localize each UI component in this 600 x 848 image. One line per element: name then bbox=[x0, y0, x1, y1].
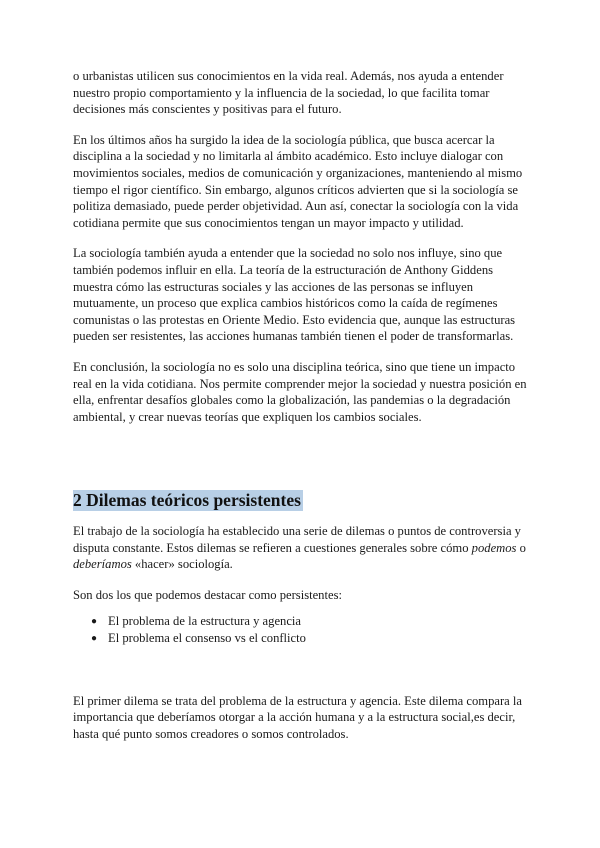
document-page bbox=[73, 68, 535, 742]
section-heading-text: 2 Dilemas teóricos persistentes bbox=[73, 490, 301, 511]
intro-text-1: El trabajo de la sociología ha establecido una serie de dilemas o puntos de controversia y disputa constante. Estos dilemas se refieren a cuestiones generales sobre cómo bbox=[73, 524, 521, 555]
paragraph-sociologia-publica: En los últimos años ha surgido la idea de la sociología pública, que busca acercar la disciplina a la sociedad y no limitarla al ámbito académico. Esto incluye dialogar con movimientos sociales, medios de comunicación y organizaciones, manteniendo al mismo tiempo el rigor científico. Sin embargo, algunos críticos advierten que si la sociología se politiza demasiado, puede perder objetividad. Aun así, conectar la sociología con la vida cotidiana permite que sus conocimientos tengan un mayor impacto y utilidad. bbox=[73, 132, 523, 230]
paragraph-dilemas-intro bbox=[73, 523, 535, 573]
paragraph-primer-dilema: El primer dilema se trata del problema de la estructura y agencia. Este dilema compara la importancia que deberíamos otorgar a la acción humana y a la estructura social,es decir, hasta qué punto somos creadores o somos controlados. bbox=[73, 693, 522, 741]
dilemmas-list bbox=[73, 613, 535, 647]
intro-emphasis-deberiamos: deberíamos bbox=[73, 557, 132, 572]
intro-emphasis-podemos: podemos bbox=[471, 540, 517, 555]
intro-text-3: «hacer» sociología. bbox=[131, 557, 233, 572]
section-heading bbox=[73, 489, 535, 511]
paragraph-conclusion: En conclusión, la sociología no es solo una disciplina teórica, sino que tiene un impacto real en la vida cotidiana. Nos permite comprender mejor la sociedad y nuestra posición en ella, enfrentar desafíos globales como la globalización, las pandemias o la degradación ambiental, y crear nuevas teorías que expliquen los cambios sociales. bbox=[73, 359, 527, 424]
list-item bbox=[73, 630, 535, 647]
paragraph-estructuracion: La sociología también ayuda a entender que la sociedad no solo nos influye, sino que también podemos influir en ella. La teoría de la estructuración de Anthony Giddens muestra cómo las estructuras sociales y las acciones de las personas se influyen mutuamente, un proceso que explica cambios históricos como la caída de regímenes comunistas o las protestas en Oriente Medio. Esto evidencia que, aunque las estructuras pueden ser resistentes, las acciones humanas también tienen el poder de transformarlas. bbox=[73, 246, 516, 344]
bullet-icon: ● bbox=[91, 615, 98, 627]
list-item-text: El problema el consenso vs el conflicto bbox=[108, 630, 306, 645]
paragraph-urbanistas: o urbanistas utilicen sus conocimientos en la vida real. Además, nos ayuda a entender nuestro propio comportamiento y la influencia de la sociedad, lo que facilita tomar decisiones más conscientes y positivas para el futuro. bbox=[73, 69, 504, 117]
bullet-icon: ● bbox=[91, 632, 98, 644]
list-item-text: El problema de la estructura y agencia bbox=[108, 613, 302, 628]
intro-text-2: o bbox=[516, 540, 526, 555]
list-item bbox=[73, 613, 535, 630]
paragraph-list-intro: Son dos los que podemos destacar como persistentes: bbox=[73, 588, 342, 603]
